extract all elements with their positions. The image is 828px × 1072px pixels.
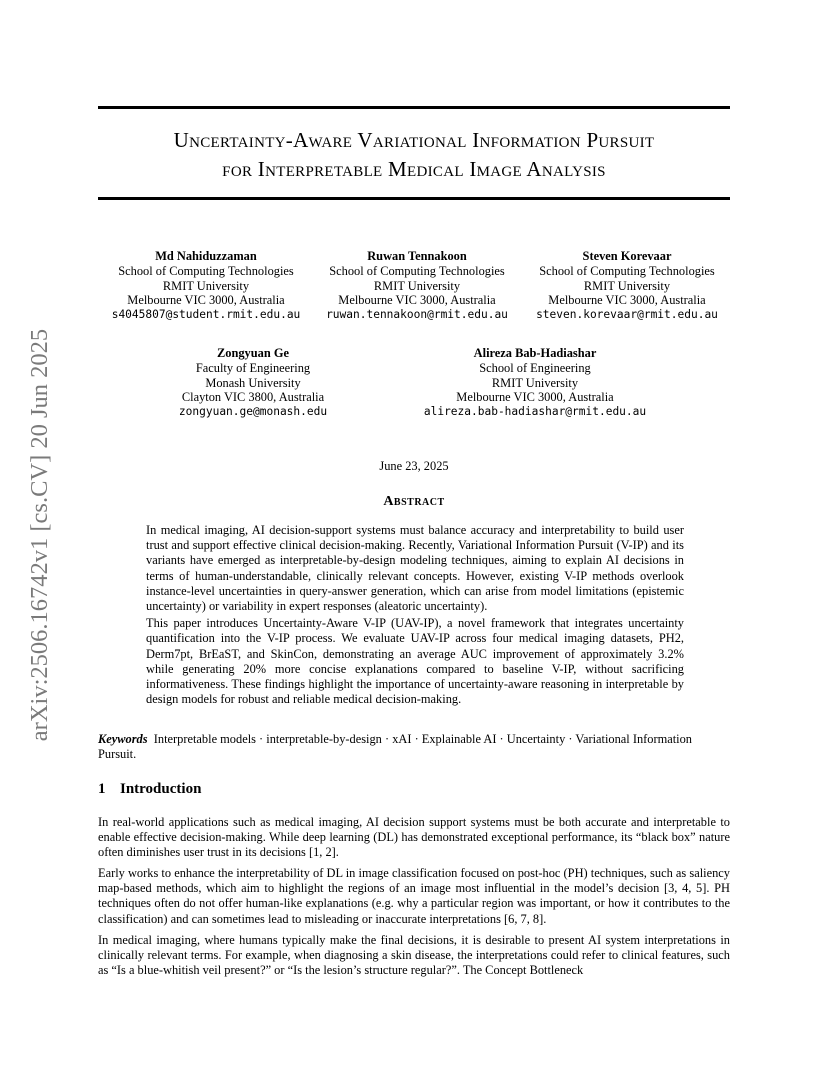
- abstract-paragraph-2: This paper introduces Uncertainty-Aware V-IP (UAV-IP), a novel framework that integrates uncertainty quantification into the V-IP process. We evaluate UAV-IP across four medical imaging datasets, PH2, Derm7pt, BrEaST, and SkinCon, demonstrating an average AUC improvement of approximately 3.2% while generating 20% more concise explanations compared to baseline V-IP, without sacrificing informativeness. These findings highlight the importance of uncertainty-aware reasoning in interpretable by design models for robust and reliable medical decision-making.: [146, 616, 684, 707]
- keywords: [98, 732, 730, 762]
- author-affiliation: School of Computing Technologies: [329, 263, 505, 278]
- author-address: Clayton VIC 3800, Australia: [181, 390, 325, 405]
- arxiv-stamp-text: arXiv:2506.16742v1 [cs.CV] 20 Jun 2025: [26, 328, 53, 742]
- title-line-1: Uncertainty-Aware Variational Information Pursuit: [173, 128, 655, 152]
- keywords-label: Keywords: [98, 732, 148, 746]
- author-name: Md Nahiduzzaman: [155, 249, 257, 263]
- author-email: alireza.bab-hadiashar@rmit.edu.au: [423, 405, 647, 419]
- author-organization: RMIT University: [491, 375, 579, 390]
- intro-paragraph-3: In medical imaging, where humans typically make the final decisions, it is desirable to present AI system interpretations in clinically relevant terms. For example, when diagnosing a skin disease, the interpretations could refer to clinical features, such as “Is a blue-whitish veil present?” or “Is the lesion’s structure regular?”. The Concept Bottleneck: [98, 933, 730, 978]
- author-email: s4045807@student.rmit.edu.au: [111, 308, 301, 322]
- author-affiliation: Faculty of Engineering: [195, 360, 311, 375]
- author-organization: RMIT University: [583, 278, 671, 293]
- intro-paragraph-1: In real-world applications such as medical imaging, AI decision support systems must be both accurate and interpretable to enable effective decision-making. While deep learning (DL) has demonstrated exceptional performance, its “black box” nature often diminishes user trust in its decisions [1, 2].: [98, 815, 730, 860]
- paper-date: June 23, 2025: [379, 459, 449, 473]
- section-title: Introduction: [120, 781, 202, 797]
- author-affiliation: School of Computing Technologies: [539, 263, 715, 278]
- author-name: Alireza Bab-Hadiashar: [473, 346, 597, 360]
- author-name: Zongyuan Ge: [217, 346, 289, 360]
- author-affiliation: School of Engineering: [479, 360, 591, 375]
- intro-paragraph-2: Early works to enhance the interpretability of DL in image classification focused on post-hoc (PH) techniques, such as saliency map-based methods, which aim to highlight the regions of an image most influential in the model’s decision [3, 4, 5]. PH techniques often do not offer human-like explanations (e.g. why a particular region was important, or how it contributes to the classification) and can sometimes lead to misleading or inaccurate interpretations [6, 7, 8].: [98, 866, 730, 926]
- author-name: Ruwan Tennakoon: [367, 249, 467, 263]
- author-block-2: [314, 249, 520, 323]
- author-address: Melbourne VIC 3000, Australia: [338, 293, 496, 308]
- author-address: Melbourne VIC 3000, Australia: [456, 390, 614, 405]
- author-email: ruwan.tennakoon@rmit.edu.au: [326, 308, 508, 322]
- keywords-text: Interpretable models · interpretable-by-design · xAI · Explainable AI · Uncertainty · Variational Information Pursuit.: [98, 732, 693, 762]
- author-address: Melbourne VIC 3000, Australia: [127, 293, 285, 308]
- author-email: zongyuan.ge@monash.edu: [178, 405, 328, 419]
- abstract-paragraph-1: In medical imaging, AI decision-support systems must balance accuracy and interpretability to build user trust and support effective clinical decision-making. Recently, Variational Information Pursuit (V-IP) and its variants have emerged as interpretable-by-design modeling techniques, aiming to explain AI decisions in terms of human-understandable, clinically relevant concepts. However, existing V-IP methods overlook instance-level uncertainties in query-answer generation, which can arise from model limitations (epistemic uncertainty) or variability in expert responses (aleatoric uncertainty).: [146, 523, 684, 614]
- author-name: Steven Korevaar: [582, 249, 672, 263]
- author-address: Melbourne VIC 3000, Australia: [548, 293, 706, 308]
- section-heading: [98, 781, 201, 798]
- author-block-4: [158, 346, 348, 420]
- author-affiliation: School of Computing Technologies: [118, 263, 294, 278]
- abstract-heading: Abstract: [383, 494, 445, 509]
- title-line-2: for Interpretable Medical Image Analysis: [222, 157, 606, 181]
- title-bottom-rule: [98, 197, 730, 200]
- author-organization: RMIT University: [162, 278, 250, 293]
- title-top-rule: [98, 106, 730, 109]
- paper-title: [98, 126, 730, 184]
- section-number: 1: [98, 781, 106, 797]
- abstract-body: [146, 523, 684, 707]
- author-block-3: [524, 249, 730, 323]
- author-organization: RMIT University: [373, 278, 461, 293]
- author-block-5: [408, 346, 662, 420]
- author-email: steven.korevaar@rmit.edu.au: [536, 308, 718, 322]
- author-block-1: [98, 249, 314, 323]
- author-organization: Monash University: [205, 375, 301, 390]
